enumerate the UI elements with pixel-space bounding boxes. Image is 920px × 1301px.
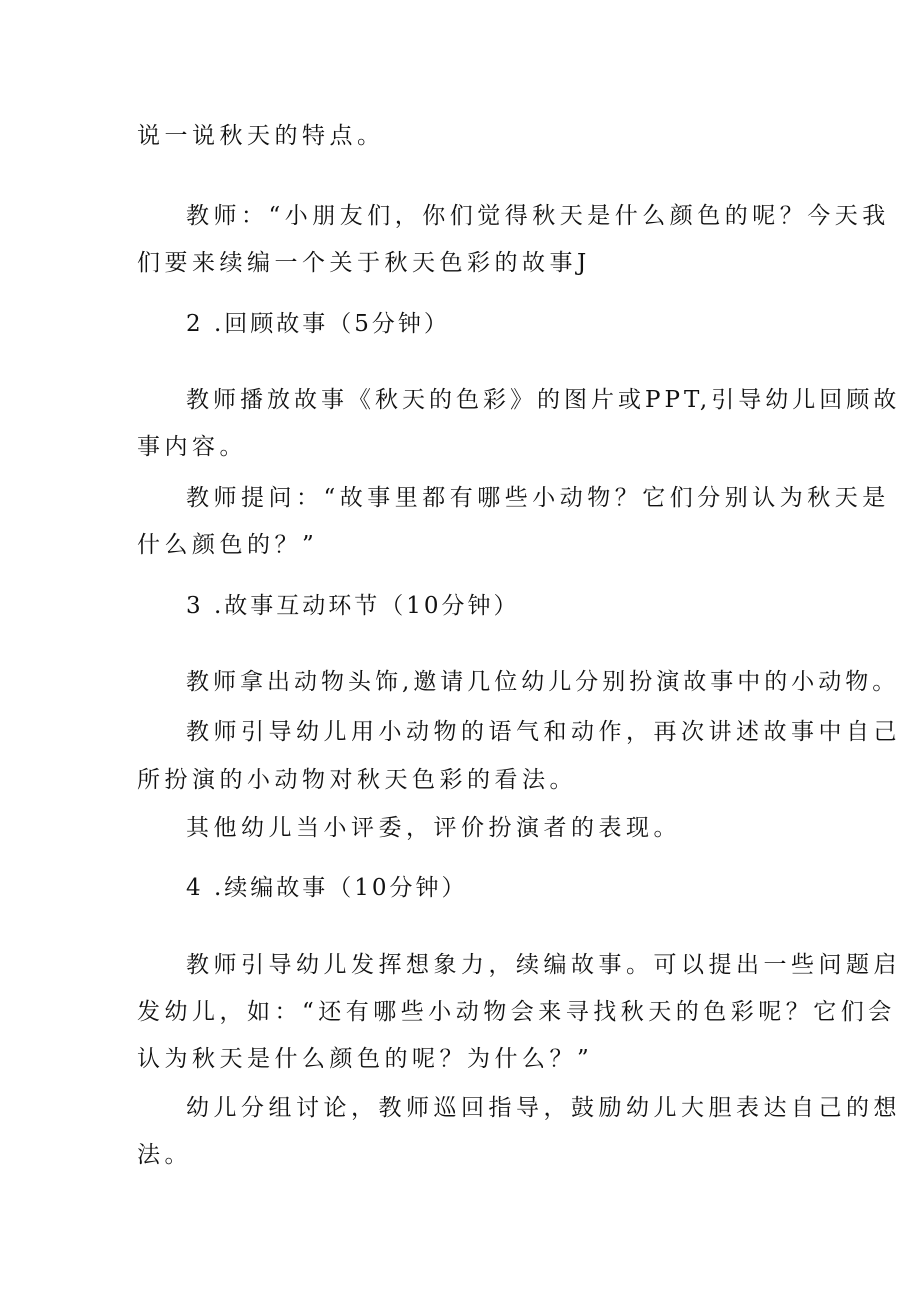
paragraph-line: 法。 (137, 1142, 192, 1168)
paragraph-line: 教师引导幼儿发挥想象力，续编故事。可以提出一些问题启 (186, 952, 901, 978)
paragraph-line: 们要来续编一个关于秋天色彩的故事J (137, 250, 591, 276)
paragraph-line: 说一说秋天的特点。 (137, 123, 385, 149)
paragraph-line: 教师提问：“故事里都有哪些小动物？它们分别认为秋天是 (186, 485, 890, 511)
paragraph-line: 什么颜色的？” (137, 532, 319, 558)
paragraph-line: 事内容。 (137, 434, 247, 460)
paragraph-line: 所扮演的小动物对秋天色彩的看法。 (137, 767, 577, 793)
paragraph-line: 教师播放故事《秋天的色彩》的图片或PPT,引导幼儿回顾故 (186, 387, 901, 413)
paragraph-line: 发幼儿，如：“还有哪些小动物会来寻找秋天的色彩呢？它们会 (137, 999, 896, 1025)
section-heading: 2 .回顾故事（5分钟） (186, 311, 450, 337)
section-heading: 3 .故事互动环节（10分钟） (186, 593, 520, 619)
paragraph-line: 其他幼儿当小评委，评价扮演者的表现。 (186, 815, 681, 841)
paragraph-line: 幼儿分组讨论，教师巡回指导，鼓励幼儿大胆表达自己的想 (186, 1095, 901, 1121)
paragraph-line: 教师引导幼儿用小动物的语气和动作，再次讲述故事中自己 (186, 719, 901, 745)
section-heading: 4 .续编故事（10分钟） (186, 875, 468, 901)
paragraph-line: 认为秋天是什么颜色的呢？为什么？” (137, 1046, 594, 1072)
paragraph-line: 教师：“小朋友们，你们觉得秋天是什么颜色的呢？今天我 (186, 203, 890, 229)
paragraph-line: 教师拿出动物头饰,邀请几位幼儿分别扮演故事中的小动物。 (186, 669, 900, 695)
